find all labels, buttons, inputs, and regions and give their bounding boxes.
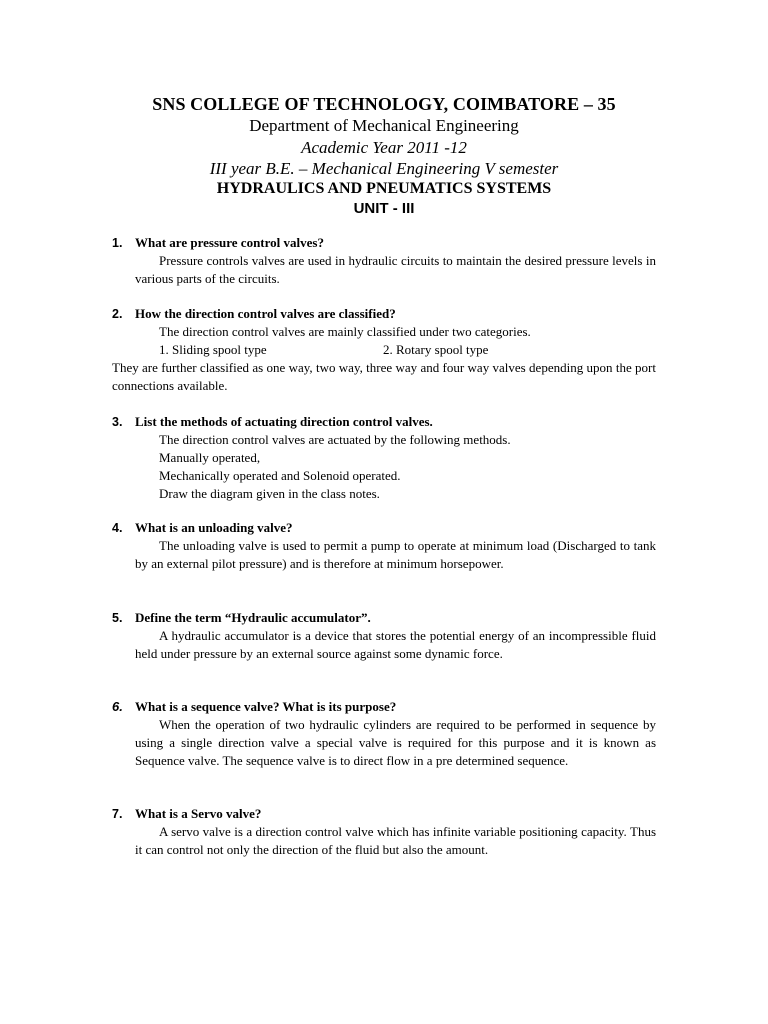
answer-intro: The direction control valves are mainly classified under two categories. <box>159 324 531 339</box>
answer-text: When the operation of two hydraulic cylinders are required to be performed in sequence by using a single direction valve a special valve is required for this purpose and it is known as Sequence valve. The sequence valve is to direct flow in a pre determined sequence. <box>135 717 656 768</box>
question-1 <box>112 234 656 252</box>
class-line: III year B.E. – Mechanical Engineering V semester <box>209 159 559 178</box>
answer-text: Pressure controls valves are used in hydraulic circuits to maintain the desired pressure levels in various parts of the circuits. <box>135 253 656 286</box>
question-number: 7. <box>112 807 123 821</box>
question-5 <box>112 609 656 627</box>
question-block-2 <box>112 305 656 395</box>
question-7 <box>112 805 656 823</box>
answer-line: Draw the diagram given in the class notes. <box>159 486 380 501</box>
question-3 <box>112 413 656 431</box>
department-name: Department of Mechanical Engineering <box>249 116 519 135</box>
question-block-5 <box>112 609 656 663</box>
question-number: 2. <box>112 307 123 321</box>
question-2 <box>112 305 656 323</box>
question-text: What is a sequence valve? What is its purpose? <box>135 699 397 714</box>
question-block-1 <box>112 234 656 288</box>
answer-line: The direction control valves are actuated by the following methods. <box>159 432 511 447</box>
valve-types <box>135 341 656 359</box>
question-6 <box>112 698 656 716</box>
question-text: What is an unloading valve? <box>135 520 293 535</box>
question-number: 6. <box>112 699 123 714</box>
question-block-3 <box>112 413 656 503</box>
answer-text: A hydraulic accumulator is a device that stores the potential energy of an incompressible fluid held under pressure by an external source against some dynamic force. <box>135 628 656 661</box>
question-number: 3. <box>112 415 123 429</box>
question-text: What is a Servo valve? <box>135 806 262 821</box>
answer-7 <box>135 823 656 859</box>
question-4 <box>112 519 656 537</box>
answer-1 <box>135 252 656 288</box>
question-text: How the direction control valves are classified? <box>135 306 396 321</box>
answer-line: Mechanically operated and Solenoid operated. <box>159 468 401 483</box>
answer-2 <box>135 323 656 359</box>
type-sliding-spool: 1. Sliding spool type <box>159 342 267 357</box>
question-text: What are pressure control valves? <box>135 235 324 250</box>
question-number: 1. <box>112 236 123 250</box>
question-number: 4. <box>112 521 123 535</box>
question-number: 5. <box>112 611 123 625</box>
answer-5 <box>135 627 656 663</box>
answer-text: The unloading valve is used to permit a pump to operate at minimum load (Discharged to tank by an external pilot pressure) and is therefore at minimum horsepower. <box>135 538 656 571</box>
answer-text: A servo valve is a direction control valve which has infinite variable positioning capacity. Thus it can control not only the direction of the fluid but also the amount. <box>135 824 656 857</box>
question-text: Define the term “Hydraulic accumulator”. <box>135 610 371 625</box>
subject-title: HYDRAULICS AND PNEUMATICS SYSTEMS <box>216 180 552 197</box>
academic-year: Academic Year 2011 -12 <box>301 138 467 157</box>
answer-3 <box>135 431 656 503</box>
unit-title: UNIT - III <box>353 200 415 217</box>
question-block-7 <box>112 805 656 859</box>
question-block-6 <box>112 698 656 770</box>
question-block-4 <box>112 519 656 573</box>
question-text: List the methods of actuating direction control valves. <box>135 414 433 429</box>
answer-line: Manually operated, <box>159 450 261 465</box>
document-header <box>0 93 768 219</box>
answer-4 <box>135 537 656 573</box>
college-name: SNS COLLEGE OF TECHNOLOGY, COIMBATORE – 35 <box>152 94 616 114</box>
answer-6 <box>135 716 656 770</box>
type-rotary-spool: 2. Rotary spool type <box>383 342 489 357</box>
answer-more: They are further classified as one way, two way, three way and four way valves depending upon the port connections available. <box>112 360 656 393</box>
